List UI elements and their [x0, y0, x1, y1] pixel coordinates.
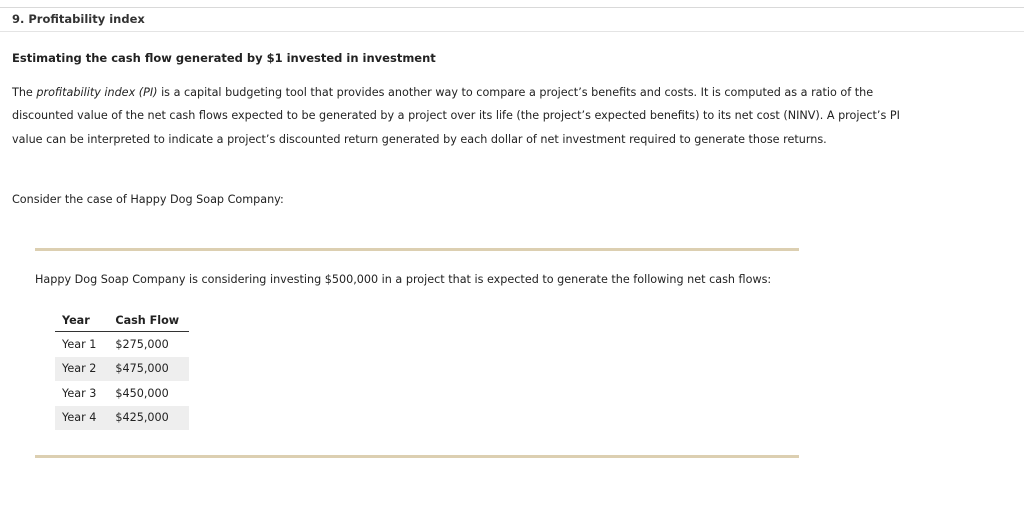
cash-flow-table [55, 310, 189, 430]
intro-lead: The [12, 86, 37, 99]
title-divider [0, 31, 1024, 32]
cash-flow-cell: $450,000 [115, 386, 169, 400]
cash-flow-column-header: Cash Flow [103, 310, 189, 332]
scenario-top-rule [35, 248, 799, 251]
intro-paragraph [12, 81, 902, 151]
table-row [55, 381, 189, 406]
cash-flow-cell: $275,000 [115, 337, 169, 351]
scenario-bottom-rule [35, 455, 799, 458]
consider-text: Consider the case of Happy Dog Soap Company: [12, 193, 284, 206]
table-row [55, 406, 189, 431]
year-cell: Year 1 [62, 337, 97, 351]
year-column-header: Year [55, 310, 103, 332]
year-cell: Year 4 [55, 406, 103, 431]
table-header-row [55, 310, 189, 332]
year-cell: Year 3 [62, 386, 97, 400]
intro-rest: is a capital budgeting tool that provides another way to compare a project’s benefits and costs. It is computed as a ratio of the discounted value of the net cash flows expected to be generated by a project over its life (the project’s expected benefits) to its net cost (NINV). A project’s PI value can be interpreted to indicate a project’s discounted return generated by each dollar of net investment required to generate those returns. [12, 86, 900, 146]
table-row [55, 332, 189, 357]
cash-flow-cell: $475,000 [103, 357, 189, 382]
year-cell: Year 2 [55, 357, 103, 382]
question-title: 9. Profitability index [12, 12, 145, 26]
table-row [55, 357, 189, 382]
top-border [0, 7, 1024, 8]
intro-term: profitability index (PI) [36, 86, 158, 99]
cash-flow-cell: $425,000 [103, 406, 189, 431]
section-heading: Estimating the cash flow generated by $1 invested in investment [12, 51, 436, 65]
scenario-text: Happy Dog Soap Company is considering investing $500,000 in a project that is expected to generate the following net cash flows: [35, 273, 772, 286]
